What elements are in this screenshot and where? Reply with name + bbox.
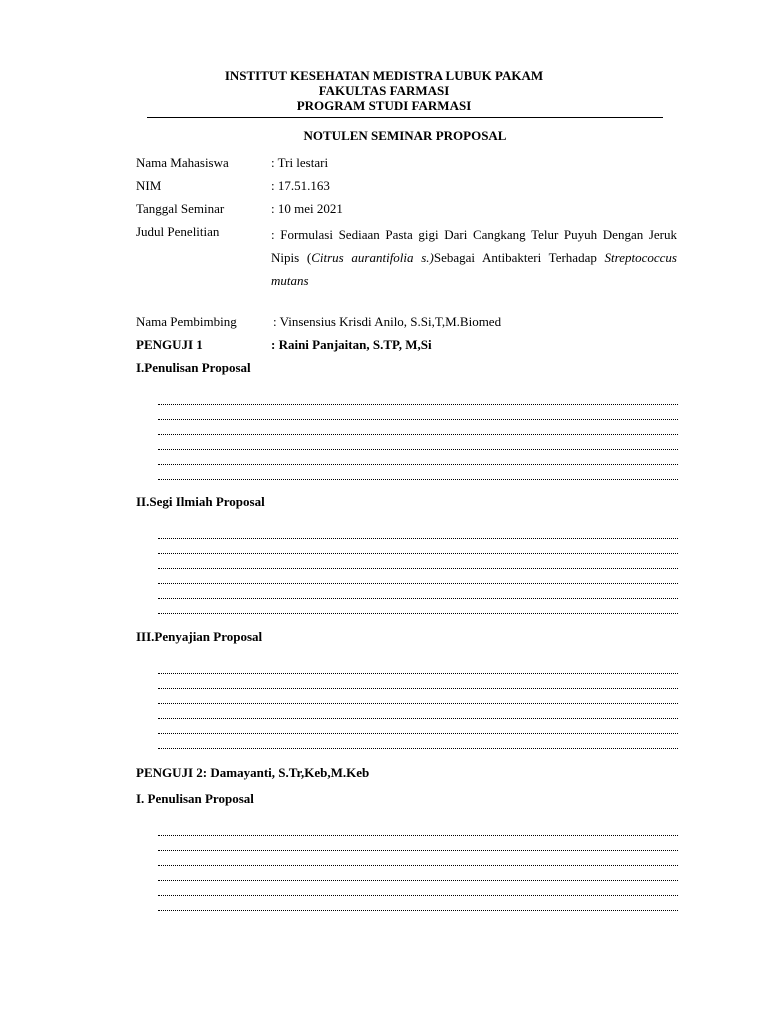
dotted-line xyxy=(158,390,678,405)
dotted-line xyxy=(158,704,678,719)
title-text: : Formulasi Sediaan Pasta gigi Dari Cangkang Telur Puyuh Dengan Jeruk Nipis ( xyxy=(271,227,677,265)
field-label: Nama Pembimbing xyxy=(136,314,237,329)
title-italic-bacteria: Streptococcus mutans xyxy=(271,250,677,288)
field-value: : Vinsensius Krisdi Anilo, S.Si,T,M.Biomed xyxy=(273,314,502,329)
research-title-value xyxy=(271,223,677,292)
section-heading: I.Penulisan Proposal xyxy=(136,360,251,375)
field-value: : 10 mei 2021 xyxy=(271,201,343,216)
document-title: NOTULEN SEMINAR PROPOSAL xyxy=(303,128,507,143)
institution-header xyxy=(0,68,768,113)
dotted-line xyxy=(158,734,678,749)
section-heading: II.Segi Ilmiah Proposal xyxy=(136,494,265,509)
dotted-line xyxy=(158,866,678,881)
dotted-line xyxy=(158,554,678,569)
notes-lines xyxy=(158,390,678,480)
dotted-line xyxy=(158,524,678,539)
dotted-line xyxy=(158,836,678,851)
field-label: Tanggal Seminar xyxy=(136,201,225,216)
dotted-line xyxy=(158,896,678,911)
dotted-line xyxy=(158,569,678,584)
institution-name: INSTITUT KESEHATAN MEDISTRA LUBUK PAKAM xyxy=(224,68,544,83)
field-value: : Tri lestari xyxy=(271,155,329,170)
program-name: PROGRAM STUDI FARMASI xyxy=(296,98,472,113)
dotted-line xyxy=(158,674,678,689)
section-heading: III.Penyajian Proposal xyxy=(136,629,263,644)
notes-lines xyxy=(158,821,678,911)
field-label: Nama Mahasiswa xyxy=(136,155,229,170)
dotted-line xyxy=(158,851,678,866)
header-divider xyxy=(147,117,663,118)
field-value: : Raini Panjaitan, S.TP, M,Si xyxy=(271,337,432,352)
dotted-line xyxy=(158,821,678,836)
dotted-line xyxy=(158,659,678,674)
dotted-line xyxy=(158,689,678,704)
section-heading: I. Penulisan Proposal xyxy=(136,791,254,806)
dotted-line xyxy=(158,405,678,420)
dotted-line xyxy=(158,435,678,450)
dotted-line xyxy=(158,539,678,554)
dotted-line xyxy=(158,719,678,734)
penguji-2-heading: PENGUJI 2: Damayanti, S.Tr,Keb,M.Keb xyxy=(136,765,370,780)
notes-lines xyxy=(158,524,678,614)
faculty-name: FAKULTAS FARMASI xyxy=(318,83,450,98)
dotted-line xyxy=(158,599,678,614)
dotted-line xyxy=(158,584,678,599)
field-label: NIM xyxy=(136,178,162,193)
title-italic-species: Citrus aurantifolia s.) xyxy=(311,250,434,265)
dotted-line xyxy=(158,450,678,465)
dotted-line xyxy=(158,881,678,896)
field-label: PENGUJI 1 xyxy=(136,337,203,352)
field-label: Judul Penelitian xyxy=(136,224,220,239)
dotted-line xyxy=(158,465,678,480)
field-value: : 17.51.163 xyxy=(271,178,330,193)
notes-lines xyxy=(158,659,678,749)
dotted-line xyxy=(158,420,678,435)
title-text: Sebagai Antibakteri Terhadap xyxy=(433,250,605,265)
